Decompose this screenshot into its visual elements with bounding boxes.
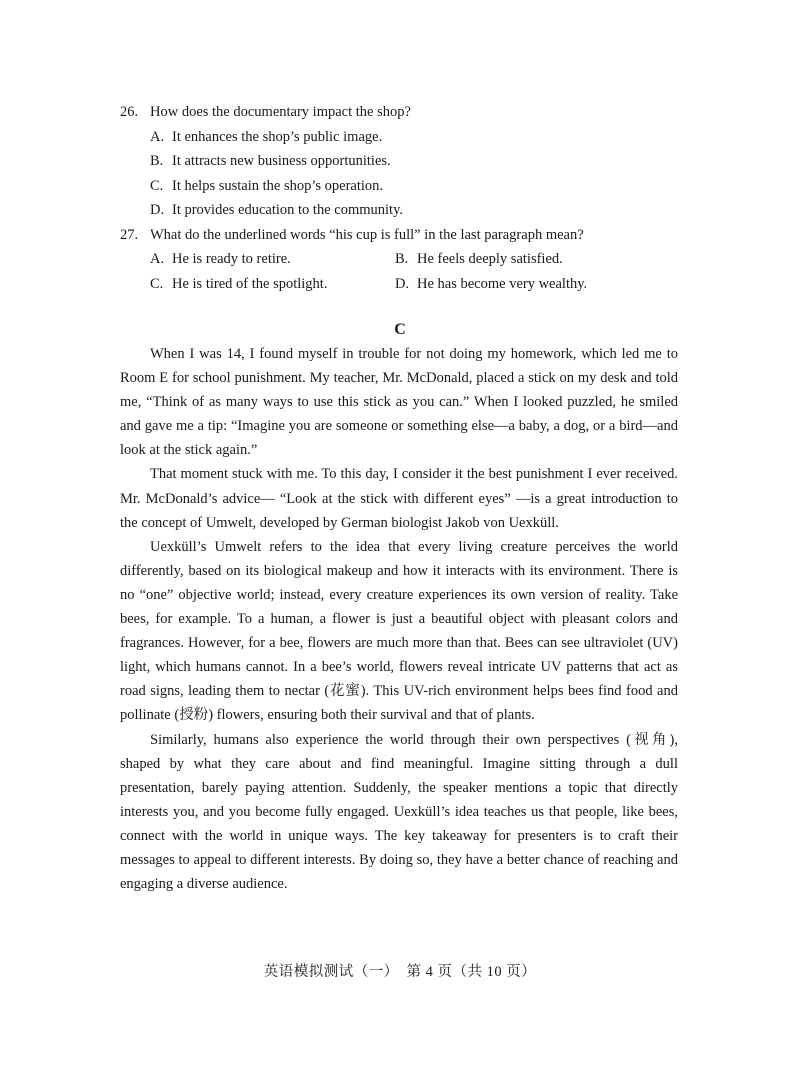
page-footer: 英语模拟测试（一） 第 4 页（共 10 页） bbox=[263, 964, 537, 980]
passage-paragraph-3: Uexküll’s Umwelt refers to the idea that every living creature perceives the world differently, based on its biological makeup and how it interacts with its environment. There is no “one” objective world; instead, every creature experiences its own version of reality. Take bees, for example. To a human, a flower is just a beautiful object with pleasant colors and fragrances. However, for a bee, flowers are much more than that. Bees can see ultraviolet (UV) light, which humans cannot. In a bee’s world, flowers reveal intricate UV patterns that act as road signs, leading them to nectar (花蜜). This UV-rich environment helps bees find food and pollinate (授粉) flowers, ensuring both their survival and that of plants. bbox=[120, 538, 678, 724]
question-text: How does the documentary impact the shop? bbox=[150, 104, 411, 120]
option-text: He is tired of the spotlight. bbox=[172, 275, 328, 292]
question-text: What do the underlined words “his cup is full” in the last paragraph mean? bbox=[150, 226, 584, 243]
option-letter: D. bbox=[150, 202, 165, 218]
question-number: 26. bbox=[120, 104, 139, 120]
option-text: He feels deeply satisfied. bbox=[417, 251, 563, 267]
question-number: 27. bbox=[120, 226, 139, 243]
option-letter: A. bbox=[150, 251, 165, 267]
option-letter: C. bbox=[150, 177, 164, 194]
option-27-c bbox=[150, 272, 395, 297]
option-text: It attracts new business opportunities. bbox=[172, 153, 391, 169]
option-text: He has become very wealthy. bbox=[417, 275, 588, 292]
section-heading: C bbox=[394, 321, 406, 338]
option-27-d bbox=[395, 272, 640, 297]
option-letter: B. bbox=[150, 153, 164, 169]
passage-paragraph-4: Similarly, humans also experience the world through their own perspectives (视角), shaped by what they care about and find meaningful. Imagine sitting through a dull presentation, barely paying attention. Suddenly, the speaker mentions a topic that directly interests you, and you become fully engaged. Uexküll’s idea teaches us that people, like bees, connect with the world in unique ways. The key takeaway for presenters is to craft their messages to appeal to different interests. By doing so, they have a better chance of reaching and engaging a diverse audience. bbox=[120, 731, 678, 893]
option-text: He is ready to retire. bbox=[172, 251, 291, 267]
option-26-b bbox=[120, 149, 680, 174]
passage-paragraph-1: When I was 14, I found myself in trouble for not doing my homework, which led me to Room E for school punishment. My teacher, Mr. McDonald, placed a stick on my desk and told me, “Think of as many ways to use this stick as you can.” When I looked puzzled, he smiled and gave me a tip: “Imagine you are someone or something else—a baby, a dog, or a bird—and look at the stick again.” bbox=[120, 346, 678, 459]
option-26-c bbox=[120, 174, 680, 199]
option-letter: B. bbox=[395, 251, 409, 267]
option-row-27-ab bbox=[120, 247, 680, 272]
option-row-27-cd bbox=[120, 272, 680, 297]
option-26-a bbox=[120, 125, 680, 150]
option-27-b bbox=[395, 247, 640, 272]
passage-paragraph-2: That moment stuck with me. To this day, I consider it the best punishment I ever received. Mr. McDonald’s advice— “Look at the stick with different eyes” —is a great introduction to the concept of Umwelt, developed by German biologist Jakob von Uexküll. bbox=[120, 466, 678, 531]
question-27-stem bbox=[120, 223, 680, 248]
option-letter: D. bbox=[395, 275, 410, 292]
reading-passage bbox=[120, 342, 678, 896]
option-text: It helps sustain the shop’s operation. bbox=[172, 177, 384, 194]
question-26-stem bbox=[120, 100, 680, 125]
option-text: It provides education to the community. bbox=[172, 202, 404, 218]
option-text: It enhances the shop’s public image. bbox=[172, 128, 383, 145]
option-27-a bbox=[150, 247, 395, 272]
question-block bbox=[120, 100, 680, 296]
option-letter: A. bbox=[150, 128, 165, 145]
option-letter: C. bbox=[150, 275, 164, 292]
option-26-d bbox=[120, 198, 680, 223]
